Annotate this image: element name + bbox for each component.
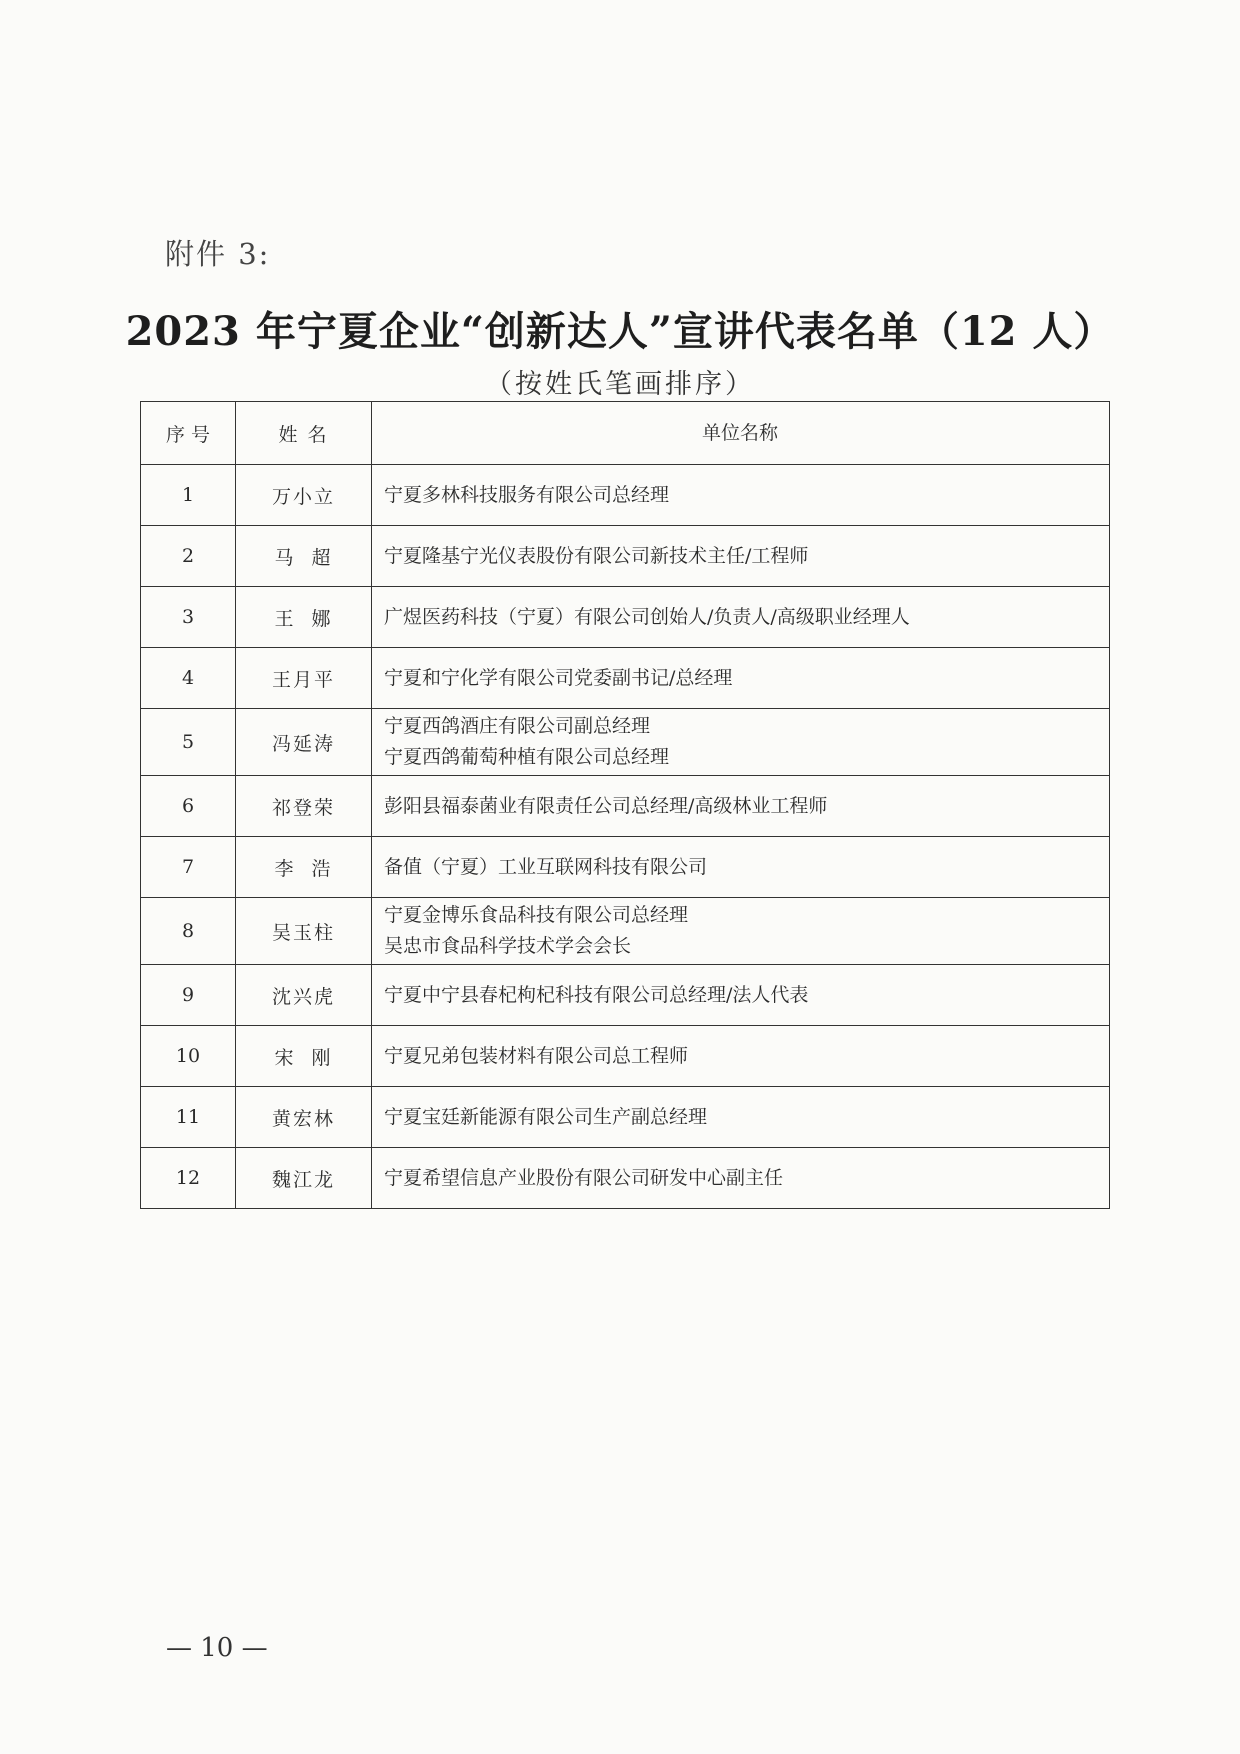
table-row [141,776,1110,837]
unit-line: 宁夏西鸽葡萄种植有限公司总经理 [384,746,670,768]
header-unit: 单位名称 [372,402,1110,465]
unit-line: 宁夏希望信息产业股份有限公司研发中心副主任 [384,1166,784,1189]
table-row [141,587,1110,648]
unit-line: 宁夏隆基宁光仪表股份有限公司新技术主任/工程师 [384,544,809,567]
person-name: 魏江龙 [236,1148,372,1209]
unit-cell [372,965,1110,1026]
row-number: 3 [141,587,236,648]
person-name: 吴玉柱 [236,898,372,965]
unit-cell [372,648,1110,709]
unit-line: 宁夏西鸽酒庄有限公司副总经理 [384,715,651,737]
person-name: 李 浩 [236,837,372,898]
representatives-table [140,401,1110,1209]
person-name: 祁登荣 [236,776,372,837]
unit-line: 广煜医药科技（宁夏）有限公司创始人/负责人/高级职业经理人 [384,605,910,628]
header-no: 序 号 [141,402,236,465]
unit-line: 宁夏多林科技服务有限公司总经理 [384,483,670,506]
table-row [141,1026,1110,1087]
row-number: 1 [141,465,236,526]
unit-line: 宁夏金博乐食品科技有限公司总经理 [384,904,689,926]
page-number: — 10 — [166,1633,268,1663]
row-number: 2 [141,526,236,587]
unit-cell [372,526,1110,587]
row-number: 5 [141,709,236,776]
person-name: 王 娜 [236,587,372,648]
unit-line: 宁夏宝廷新能源有限公司生产副总经理 [384,1105,708,1128]
unit-cell [372,898,1110,965]
unit-line: 宁夏兄弟包装材料有限公司总工程师 [384,1044,689,1067]
person-name: 沈兴虎 [236,965,372,1026]
row-number: 4 [141,648,236,709]
unit-cell [372,837,1110,898]
unit-line: 宁夏中宁县春杞枸杞科技有限公司总经理/法人代表 [384,983,809,1006]
attachment-label: 附件 3: [165,237,271,271]
table-row [141,898,1110,965]
row-number: 6 [141,776,236,837]
row-number: 9 [141,965,236,1026]
unit-line: 宁夏和宁化学有限公司党委副书记/总经理 [384,666,733,689]
row-number: 11 [141,1087,236,1148]
row-number: 7 [141,837,236,898]
table-row [141,648,1110,709]
table-row [141,965,1110,1026]
row-number: 12 [141,1148,236,1209]
person-name: 宋 刚 [236,1026,372,1087]
unit-line: 彭阳县福泰菌业有限责任公司总经理/高级林业工程师 [384,794,828,817]
unit-cell [372,1026,1110,1087]
table-header-row [141,402,1110,465]
row-number: 8 [141,898,236,965]
unit-line: 吴忠市食品科学技术学会会长 [384,935,632,957]
person-name: 黄宏林 [236,1087,372,1148]
unit-cell [372,1087,1110,1148]
unit-cell [372,465,1110,526]
table-row [141,1087,1110,1148]
person-name: 万小立 [236,465,372,526]
unit-cell [372,1148,1110,1209]
document-title: 2023 年宁夏企业“创新达人”宣讲代表名单（12 人） [125,308,1115,355]
document-subtitle: （按姓氏笔画排序） [485,369,755,400]
unit-line: 备值（宁夏）工业互联网科技有限公司 [384,855,708,878]
person-name: 王月平 [236,648,372,709]
table-row [141,709,1110,776]
unit-cell [372,587,1110,648]
unit-cell [372,709,1110,776]
table-row [141,465,1110,526]
header-name: 姓 名 [236,402,372,465]
unit-cell [372,776,1110,837]
table-row [141,526,1110,587]
person-name: 冯延涛 [236,709,372,776]
table-row [141,837,1110,898]
row-number: 10 [141,1026,236,1087]
table-row [141,1148,1110,1209]
person-name: 马 超 [236,526,372,587]
